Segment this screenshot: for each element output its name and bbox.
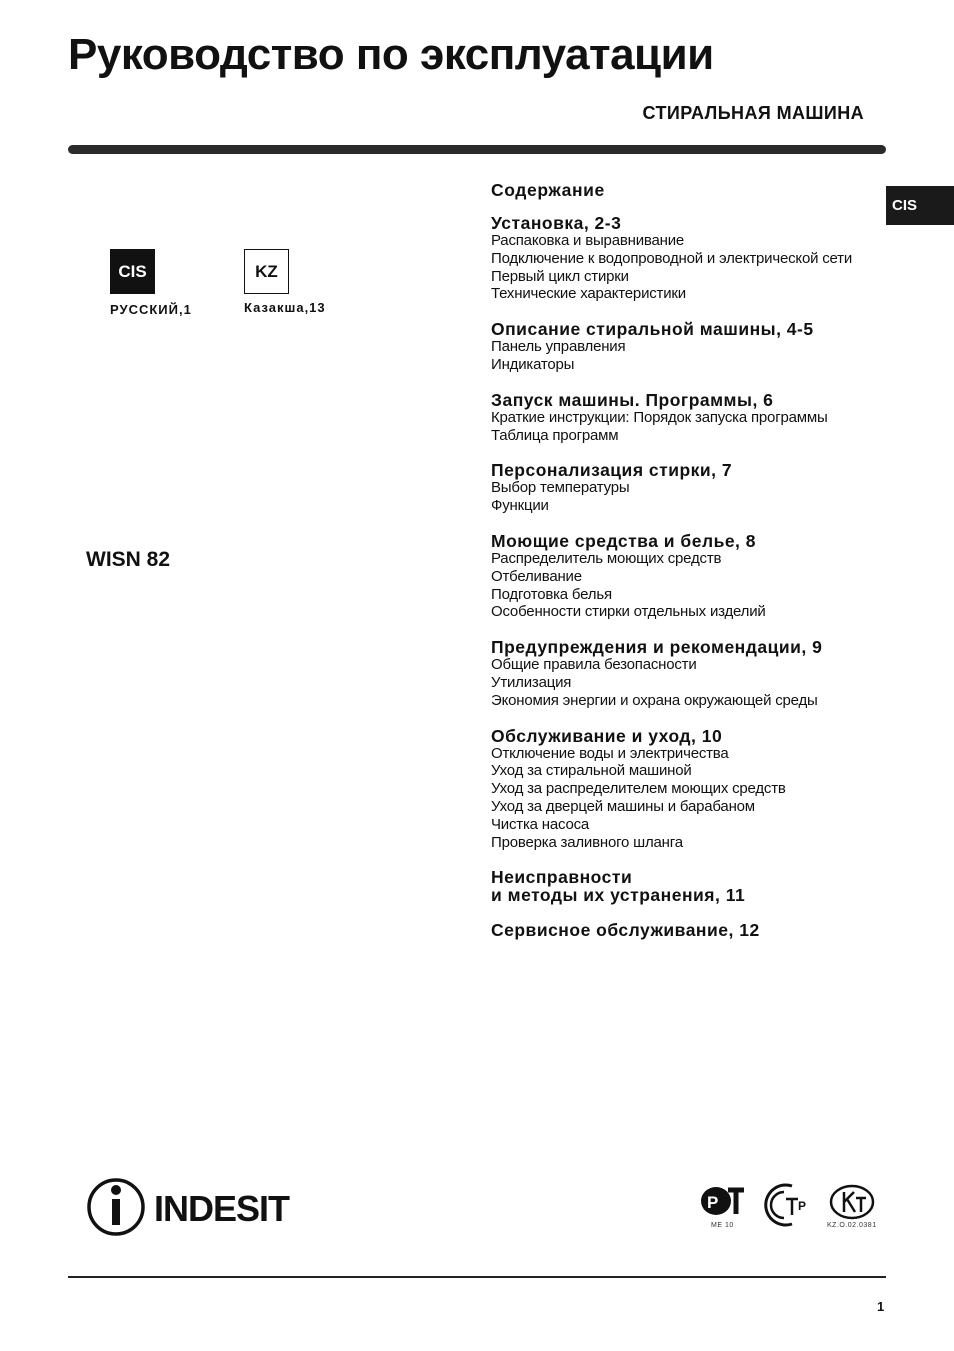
toc-item: Отключение воды и электричества <box>491 744 729 762</box>
toc-section-personalization <box>491 461 886 515</box>
toc-section-detergents <box>491 532 886 621</box>
toc-item: Индикаторы <box>491 355 575 373</box>
toc-item: Функции <box>491 497 549 515</box>
toc-section-warnings <box>491 638 886 709</box>
toc-section-title: Моющие средства и белье, 8 <box>491 530 757 551</box>
ctr-mark-icon <box>762 1182 816 1228</box>
toc-item: Уход за распределителем моющих средств <box>491 780 786 798</box>
kz-mark-caption: KZ.O.02.0381 <box>827 1222 877 1229</box>
toc-item: Панель управления <box>491 338 626 356</box>
toc-item: Распределитель моющих средств <box>491 549 722 567</box>
toc-section-title: Запуск машины. Программы, 6 <box>491 389 774 410</box>
document-subtitle: СТИРАЛЬНАЯ МАШИНА <box>642 103 864 123</box>
pct-mark-icon <box>698 1184 748 1220</box>
toc-item: Отбеливание <box>491 567 582 585</box>
toc-item: Подготовка белья <box>491 585 612 603</box>
toc-section-title: Установка, 2-3 <box>491 213 622 233</box>
toc-item: Утилизация <box>491 673 572 691</box>
toc-section-programs <box>491 391 886 445</box>
toc-section-service <box>491 921 886 939</box>
toc-item: Технические характеристики <box>491 285 686 303</box>
toc-item: Общие правила безопасности <box>491 656 697 674</box>
toc-section-maintenance <box>491 727 886 852</box>
pct-mark-caption: ME 10 <box>711 1222 734 1229</box>
lang-box-kz: KZ <box>244 249 289 294</box>
toc-item: Таблица программ <box>491 426 619 444</box>
toc-section-title: Предупреждения и рекомендации, 9 <box>491 637 823 658</box>
toc-item: Уход за дверцей машины и барабаном <box>491 797 755 815</box>
lang-box-cis: CIS <box>110 249 155 294</box>
toc-item: Первый цикл стирки <box>491 267 629 285</box>
lang-label-russian: РУССКИЙ,1 <box>110 302 192 317</box>
toc-item: Чистка насоса <box>491 815 590 833</box>
page-number: 1 <box>877 1299 885 1314</box>
toc-item: Краткие инструкции: Порядок запуска программы <box>491 408 828 426</box>
toc-item: Проверка заливного шланга <box>491 833 683 851</box>
language-side-tab: CIS <box>886 186 954 225</box>
toc-section-title: Описание стиральной машины, 4-5 <box>491 319 814 340</box>
svg-text:P: P <box>798 1199 807 1213</box>
toc-item: Экономия энергии и охрана окружающей среды <box>491 691 818 709</box>
header-divider <box>68 145 886 154</box>
footer-divider <box>68 1276 886 1278</box>
brand-name: INDESIT <box>154 1188 290 1229</box>
page-title: Руководство по эксплуатации <box>68 30 714 79</box>
toc-section-title: Персонализация стирки, 7 <box>491 460 733 481</box>
toc-section-description <box>491 320 886 374</box>
toc-section-title: Неисправности и методы их устранения, 11 <box>491 867 746 906</box>
model-name: WISN 82 <box>86 548 171 571</box>
svg-text:P: P <box>707 1193 719 1212</box>
toc-item: Выбор температуры <box>491 479 630 497</box>
toc-heading: Содержание <box>491 180 605 200</box>
table-of-contents <box>491 180 886 956</box>
lang-label-kazakh: Казакша,13 <box>244 300 326 315</box>
toc-item: Подключение к водопроводной и электрической сети <box>491 249 853 267</box>
kz-mark-icon <box>828 1184 876 1222</box>
toc-item: Уход за стиральной машиной <box>491 762 692 780</box>
toc-item: Распаковка и выравнивание <box>491 232 685 249</box>
toc-section-title: Обслуживание и уход, 10 <box>491 725 723 746</box>
toc-section-installation <box>491 214 886 303</box>
indesit-logo <box>86 1177 316 1237</box>
toc-section-troubleshooting <box>491 868 886 904</box>
toc-section-title: Сервисное обслуживание, 12 <box>491 920 760 941</box>
toc-item: Особенности стирки отдельных изделий <box>491 603 766 621</box>
